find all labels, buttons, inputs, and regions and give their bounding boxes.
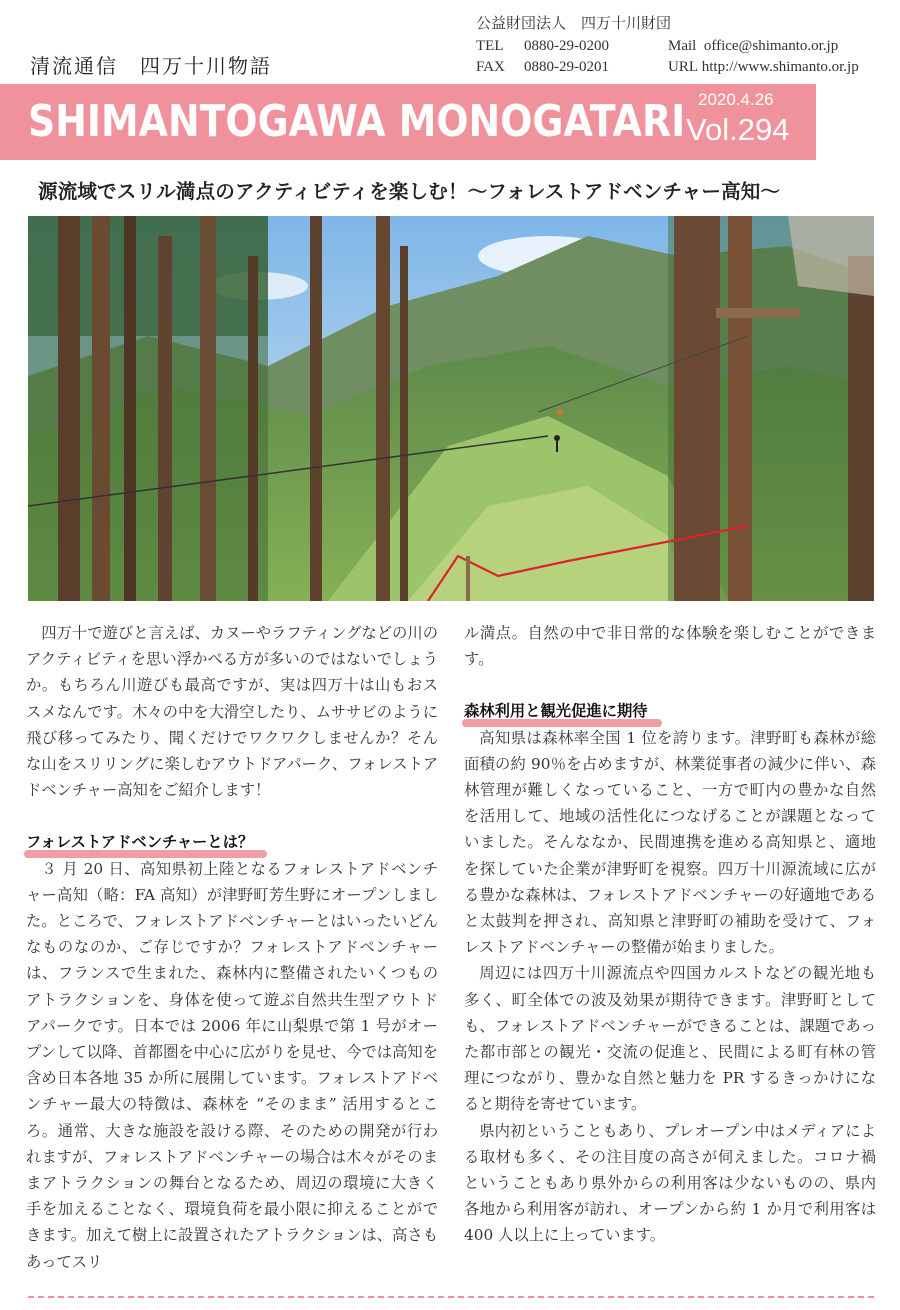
section1-continuation: ル満点。自然の中で非日常的な体験を楽しむことができます。 — [464, 624, 876, 669]
forest-zipline-image — [28, 216, 874, 601]
issue-date: 2020.4.26 — [698, 90, 774, 109]
article-column-left — [26, 620, 438, 1275]
newsletter-subtitle: 清流通信 四万十川物語 — [30, 54, 272, 78]
intro-paragraph: 四万十で遊びと言えば、カヌーやラフティングなどの川のアクティビティを思い浮かべる方が多いのではないでしょうか。もちろん川遊びも最高ですが、実は四万十は山もおススメなんです。木々の中を大滑空したり、ムササビのように飛び移ってみたり、聞くだけでワクワクしませんか？そんな山をスリリングに楽しむアウトドアパーク、フォレストアドベンチャー高知をご紹介します！ — [26, 624, 438, 800]
section-heading-what-is-fa: フォレストアドベンチャーとは？ — [26, 829, 253, 855]
tel-number: 0880-29-0200 — [524, 38, 609, 54]
article-photo — [28, 216, 874, 601]
section2-paragraph-1: 高知県は森林率全国 1 位を誇ります。津野町も森林が総面積の約 90％を占めますが、林業従事者の減少に伴い、森林管理が難しくなっていること、一方で町内の豊かな自然を活用して、地域の活性化につなげることが課題となっていました。そんななか、民間連携を進める高知県と、適地を探していた企業が津野町を視察。四万十川源流域に広がる豊かな森林は、フォレストアドベンチャーの好適地であると太鼓判を押され、高知県と津野町の補助を受けて、フォレストアドベンチャーの整備が始まりました。 — [464, 728, 876, 957]
issue-volume: Vol.294 — [686, 112, 790, 147]
section-heading-wrapper-2 — [464, 698, 876, 724]
contact-line-2 — [476, 57, 859, 78]
article-headline: 源流域でスリル満点のアクティビティを楽しむ！～フォレストアドベンチャー高知～ — [38, 180, 781, 203]
contact-info — [476, 36, 859, 78]
website-url[interactable]: http://www.shimanto.or.jp — [701, 59, 859, 75]
url-label: URL — [668, 59, 698, 75]
footer-divider — [28, 1296, 874, 1298]
section1-paragraph: ３ 月 20 日、高知県初上陸となるフォレストアドベンチャー高知（略：FA 高知）が津野町芳生野にオープンしました。ところで、フォレストアドベンチャーとはいったいどんなものなのか、ご存じですか？フォレストアドベンチャーは、フランスで生まれた、森林内に整備されたいくつものアトラクションを、身体を使って遊ぶ自然共生型アウトドアパークです。日本では 2006 年に山梨県で第 1 号がオープンして以降、首都圏を中心に広がりを見せ、今では高知を含め日本各地 35 か所に展開しています。フォレストアドベンチャー最大の特徴は、森林を “そのまま” 活用するところ。通常、大きな施設を設ける際、そのための開発が行われますが、フォレストアドベンチャーの場合は木々がそのままアトラクションの舞台となるため、周辺の環境に大きく手を加えることなく、環境負荷を最小限に抑えることができます。加えて樹上に設置されたアトラクションは、高さもあってスリ — [26, 859, 438, 1271]
fax-label: FAX — [476, 59, 505, 75]
contact-line-1 — [476, 36, 859, 57]
organization-name: 公益財団法人 四万十川財団 — [476, 14, 672, 32]
mail-label: Mail — [668, 38, 697, 54]
banner-title: SHIMANTOGAWA MONOGATARI — [28, 96, 686, 147]
section-heading-wrapper — [26, 829, 438, 855]
mail-address[interactable]: office@shimanto.or.jp — [703, 38, 839, 54]
article-column-right — [464, 620, 876, 1249]
tel-label: TEL — [476, 38, 504, 54]
section2-paragraph-2: 周辺には四万十川源流点や四国カルストなどの観光地も多く、町全体での波及効果が期待できます。津野町としても、フォレストアドベンチャーができることは、課題であった都市部との観光・交流の促進と、民間による町有林の管理につながり、豊かな自然と魅力を PR するきっかけになると期待を寄せています。 — [464, 964, 876, 1114]
section2-paragraph-3: 県内初ということもあり、プレオープン中はメディアによる取材も多く、その注目度の高さが伺えました。コロナ禍ということもあり県外からの利用客は少ないものの、県内各地から利用客が訪れ、オープンから約 1 か月で利用客は 400 人以上に上っています。 — [464, 1121, 876, 1245]
fax-number: 0880-29-0201 — [524, 59, 609, 75]
section-heading-forest-tourism: 森林利用と観光促進に期待 — [464, 698, 648, 724]
